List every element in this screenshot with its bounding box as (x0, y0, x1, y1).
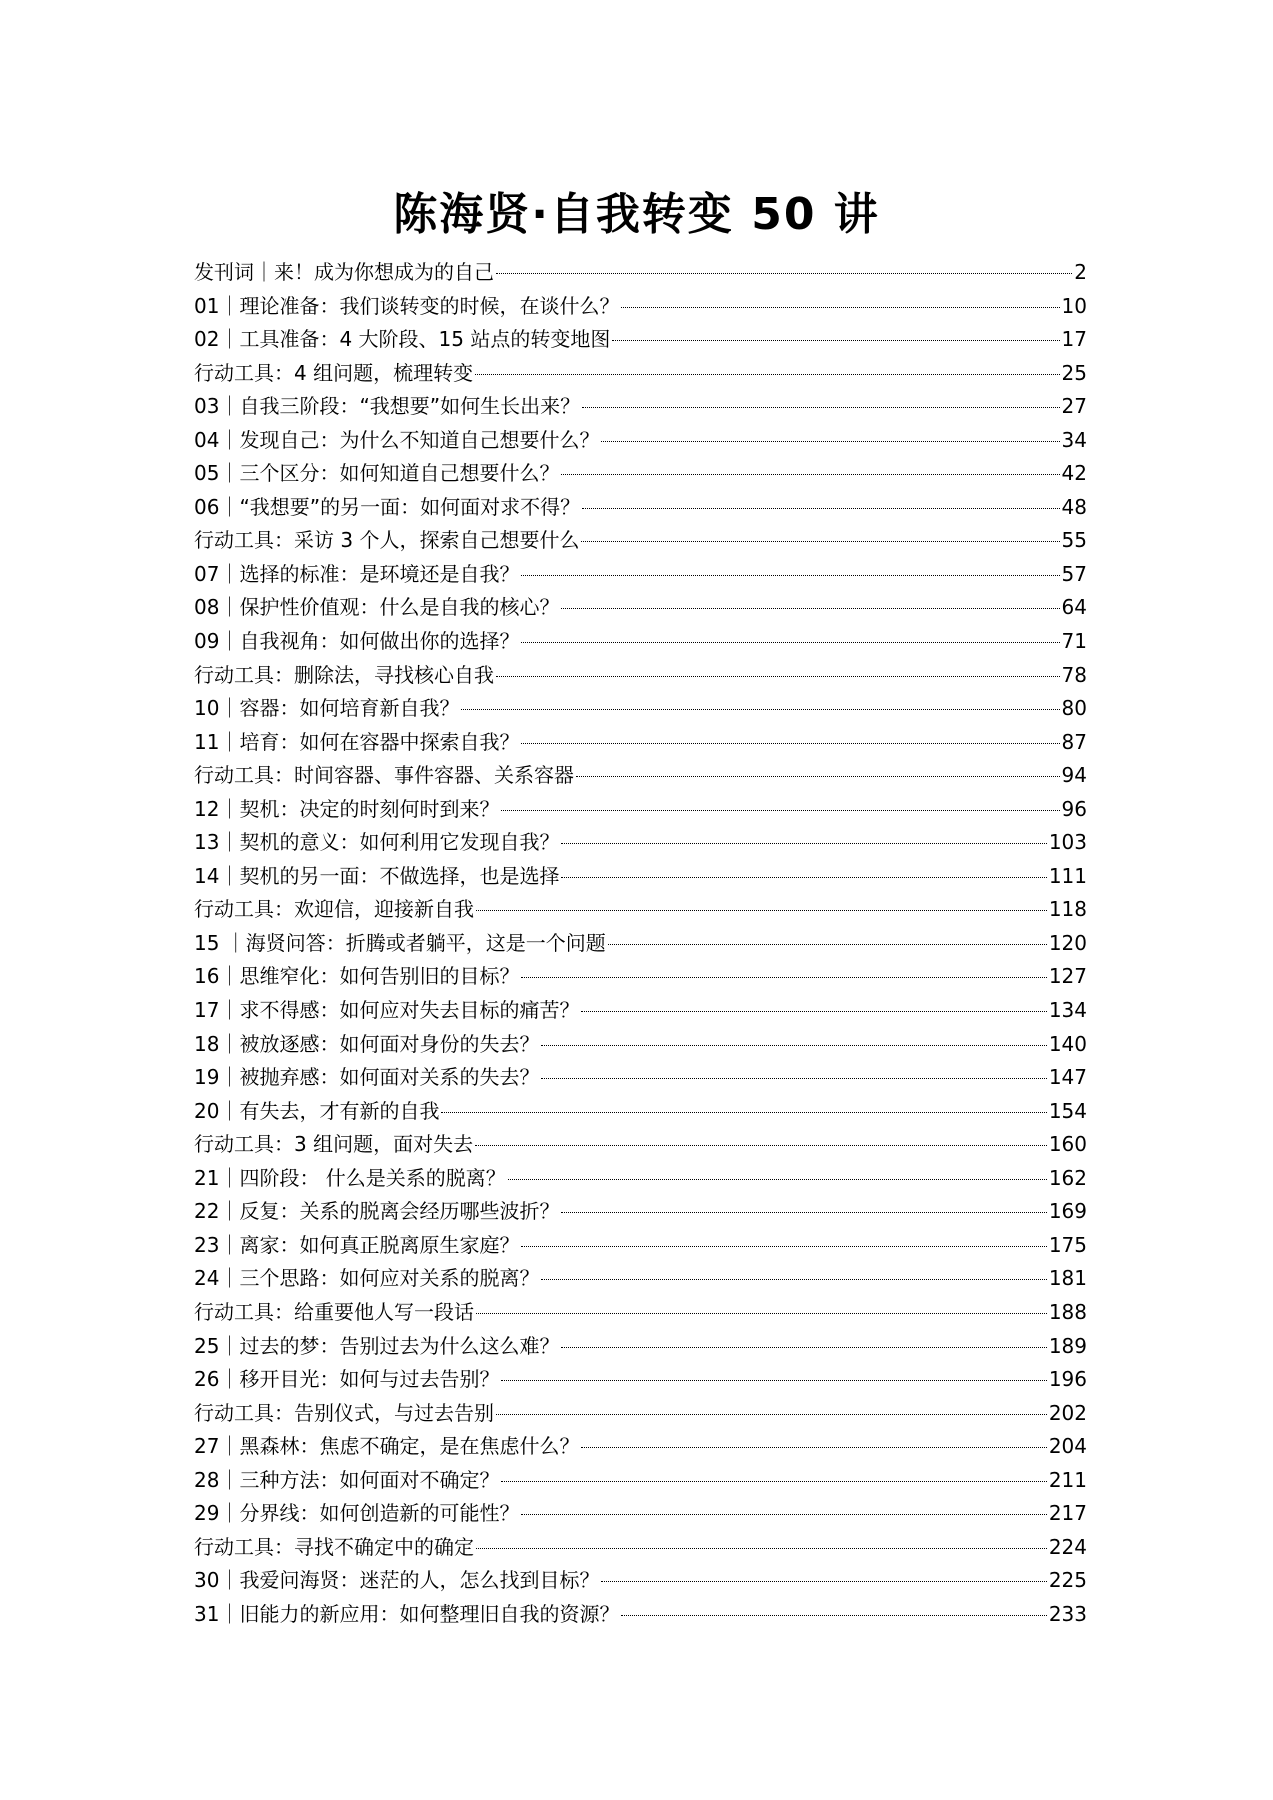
toc-dot-leader (496, 1414, 1047, 1415)
toc-entry[interactable] (194, 290, 1087, 324)
toc-entry-title: 25｜过去的梦：告别过去为什么这么难？ (194, 1333, 560, 1358)
toc-entry-page-number: 169 (1048, 1199, 1087, 1224)
toc-entry-page-number: 181 (1048, 1266, 1087, 1291)
toc-dot-leader (621, 307, 1059, 308)
toc-entry-page-number: 96 (1061, 796, 1087, 821)
toc-entry-title: 19｜被抛弃感：如何面对关系的失去？ (194, 1065, 540, 1090)
toc-entry-title: 15 ｜海贤问答：折腾或者躺平，这是一个问题 (194, 930, 606, 955)
toc-dot-leader (561, 1347, 1046, 1348)
toc-entry-page-number: 80 (1061, 696, 1087, 721)
toc-entry-title: 04｜发现自己：为什么不知道自己想要什么？ (194, 427, 600, 452)
toc-entry-page-number: 189 (1048, 1333, 1087, 1358)
toc-entry[interactable] (194, 1430, 1087, 1464)
toc-dot-leader (476, 1313, 1047, 1314)
toc-entry-title: 05｜三个区分：如何知道自己想要什么？ (194, 461, 560, 486)
toc-entry-title: 14｜契机的另一面：不做选择，也是选择 (194, 863, 560, 888)
toc-entry-page-number: 147 (1048, 1065, 1087, 1090)
toc-dot-leader (576, 776, 1060, 777)
toc-entry[interactable] (194, 424, 1087, 458)
toc-entry-title: 12｜契机：决定的时刻何时到来？ (194, 796, 500, 821)
table-of-contents (194, 256, 1087, 1631)
toc-dot-leader (501, 1481, 1046, 1482)
toc-dot-leader (475, 1145, 1047, 1146)
toc-entry[interactable] (194, 893, 1087, 927)
toc-dot-leader (601, 1581, 1046, 1582)
toc-entry-title: 07｜选择的标准：是环境还是自我？ (194, 561, 520, 586)
toc-entry-page-number: 140 (1048, 1031, 1087, 1056)
toc-dot-leader (521, 642, 1059, 643)
toc-dot-leader (521, 743, 1059, 744)
toc-dot-leader (582, 407, 1059, 408)
toc-dot-leader (601, 441, 1059, 442)
toc-entry-title: 23｜离家：如何真正脱离原生家庭？ (194, 1232, 520, 1257)
toc-entry-title: 10｜容器：如何培育新自我？ (194, 696, 460, 721)
toc-entry-page-number: 233 (1048, 1601, 1087, 1626)
toc-entry-page-number: 55 (1061, 528, 1087, 553)
toc-entry-page-number: 188 (1048, 1299, 1087, 1324)
toc-entry-page-number: 57 (1061, 561, 1087, 586)
toc-entry-title: 发刊词｜来！成为你想成为的自己 (194, 260, 494, 284)
toc-entry-title: 16｜思维窄化：如何告别旧的目标？ (194, 964, 520, 989)
toc-entry-page-number: 10 (1061, 293, 1087, 318)
toc-dot-leader (501, 810, 1059, 811)
toc-dot-leader (476, 910, 1047, 911)
toc-entry-title: 08｜保护性价值观：什么是自我的核心？ (194, 595, 560, 620)
toc-entry-title: 06｜“我想要”的另一面：如何面对求不得？ (194, 494, 581, 519)
toc-entry-title: 30｜我爱问海贤：迷茫的人，怎么找到目标？ (194, 1568, 600, 1593)
toc-dot-leader (612, 340, 1059, 341)
toc-dot-leader (496, 273, 1072, 274)
toc-entry[interactable] (194, 491, 1087, 525)
toc-entry-page-number: 211 (1048, 1467, 1087, 1492)
toc-entry-page-number: 196 (1048, 1367, 1087, 1392)
toc-entry[interactable] (194, 1262, 1087, 1296)
toc-entry-page-number: 103 (1048, 830, 1087, 855)
toc-entry-page-number: 175 (1048, 1232, 1087, 1257)
toc-entry-title: 02｜工具准备：4 大阶段、15 站点的转变地图 (194, 327, 611, 352)
toc-entry-page-number: 160 (1048, 1132, 1087, 1157)
toc-entry[interactable] (194, 960, 1087, 994)
toc-entry[interactable] (194, 793, 1087, 827)
toc-entry-page-number: 217 (1048, 1501, 1087, 1526)
toc-entry[interactable] (194, 256, 1087, 290)
toc-entry-page-number: 154 (1048, 1098, 1087, 1123)
toc-entry[interactable] (194, 692, 1087, 726)
toc-dot-leader (508, 1179, 1047, 1180)
toc-dot-leader (581, 1011, 1046, 1012)
toc-entry-title: 行动工具：采访 3 个人，探索自己想要什么 (194, 528, 580, 553)
toc-entry[interactable] (194, 1061, 1087, 1095)
toc-entry-title: 17｜求不得感：如何应对失去目标的痛苦？ (194, 998, 580, 1023)
toc-entry-title: 28｜三种方法：如何面对不确定？ (194, 1467, 500, 1492)
toc-entry[interactable] (194, 1397, 1087, 1431)
toc-entry-page-number: 48 (1061, 494, 1087, 519)
toc-entry[interactable] (194, 1195, 1087, 1229)
toc-entry[interactable] (194, 591, 1087, 625)
toc-dot-leader (561, 1212, 1046, 1213)
toc-dot-leader (521, 977, 1046, 978)
toc-dot-leader (581, 1447, 1046, 1448)
toc-entry-page-number: 42 (1061, 461, 1087, 486)
toc-entry-page-number: 225 (1048, 1568, 1087, 1593)
toc-entry-title: 行动工具：告别仪式，与过去告别 (194, 1400, 494, 1425)
toc-entry[interactable] (194, 390, 1087, 424)
toc-entry-page-number: 78 (1061, 662, 1087, 687)
toc-entry[interactable] (194, 927, 1087, 961)
toc-entry[interactable] (194, 1330, 1087, 1364)
toc-entry-title: 31｜旧能力的新应用：如何整理旧自我的资源？ (194, 1601, 620, 1626)
toc-entry[interactable] (194, 558, 1087, 592)
toc-entry[interactable] (194, 860, 1087, 894)
toc-entry[interactable] (194, 457, 1087, 491)
toc-entry-title: 21｜四阶段： 什么是关系的脱离？ (194, 1165, 506, 1190)
toc-dot-leader (561, 843, 1046, 844)
toc-dot-leader (621, 1615, 1046, 1616)
toc-entry[interactable] (194, 759, 1087, 793)
toc-entry-page-number: 17 (1061, 327, 1087, 352)
toc-entry[interactable] (194, 1028, 1087, 1062)
toc-entry-title: 行动工具：3 组问题，面对失去 (194, 1132, 474, 1157)
toc-entry-page-number: 27 (1061, 394, 1087, 419)
toc-entry-title: 09｜自我视角：如何做出你的选择？ (194, 629, 520, 654)
document-title: 陈海贤·自我转变 50 讲 (393, 189, 880, 241)
toc-entry-title: 20｜有失去，才有新的自我 (194, 1098, 440, 1123)
toc-entry-title: 01｜理论准备：我们谈转变的时候，在谈什么？ (194, 293, 620, 318)
toc-dot-leader (582, 508, 1059, 509)
toc-dot-leader (608, 944, 1047, 945)
toc-dot-leader (521, 575, 1059, 576)
toc-entry-title: 18｜被放逐感：如何面对身份的失去？ (194, 1031, 540, 1056)
toc-entry-page-number: 64 (1061, 595, 1087, 620)
toc-entry[interactable] (194, 1363, 1087, 1397)
toc-entry[interactable] (194, 625, 1087, 659)
toc-entry[interactable] (194, 357, 1087, 391)
toc-entry[interactable] (194, 1229, 1087, 1263)
toc-entry[interactable] (194, 1464, 1087, 1498)
toc-entry-title: 行动工具：欢迎信，迎接新自我 (194, 897, 474, 922)
toc-entry-title: 行动工具：寻找不确定中的确定 (194, 1534, 474, 1559)
toc-entry-page-number: 120 (1048, 930, 1087, 955)
toc-dot-leader (461, 709, 1059, 710)
toc-entry-title: 29｜分界线：如何创造新的可能性？ (194, 1501, 520, 1526)
toc-entry-title: 26｜移开目光：如何与过去告别？ (194, 1367, 500, 1392)
toc-entry-title: 行动工具：给重要他人写一段话 (194, 1299, 474, 1324)
toc-dot-leader (496, 676, 1060, 677)
toc-entry-page-number: 94 (1061, 763, 1087, 788)
toc-entry-title: 行动工具：时间容器、事件容器、关系容器 (194, 763, 574, 788)
toc-dot-leader (521, 1246, 1046, 1247)
toc-entry[interactable] (194, 994, 1087, 1028)
toc-entry-title: 03｜自我三阶段：“我想要”如何生长出来？ (194, 394, 581, 419)
toc-entry[interactable] (194, 1095, 1087, 1129)
toc-dot-leader (561, 608, 1059, 609)
toc-entry-page-number: 87 (1061, 729, 1087, 754)
toc-entry-page-number: 111 (1048, 863, 1087, 888)
toc-entry[interactable] (194, 1598, 1087, 1632)
toc-dot-leader (541, 1279, 1046, 1280)
toc-entry-page-number: 34 (1061, 427, 1087, 452)
toc-entry[interactable] (194, 1531, 1087, 1565)
toc-entry-page-number: 162 (1048, 1165, 1087, 1190)
toc-dot-leader (501, 1380, 1046, 1381)
toc-entry-page-number: 118 (1048, 897, 1087, 922)
toc-dot-leader (475, 374, 1059, 375)
toc-entry-title: 13｜契机的意义：如何利用它发现自我？ (194, 830, 560, 855)
toc-entry-page-number: 224 (1048, 1534, 1087, 1559)
toc-dot-leader (581, 541, 1059, 542)
toc-entry-title: 24｜三个思路：如何应对关系的脱离？ (194, 1266, 540, 1291)
toc-entry[interactable] (194, 1497, 1087, 1531)
toc-entry[interactable] (194, 524, 1087, 558)
toc-dot-leader (541, 1045, 1046, 1046)
toc-dot-leader (561, 877, 1046, 878)
toc-entry[interactable] (194, 1162, 1087, 1196)
toc-dot-leader (441, 1112, 1046, 1113)
toc-entry[interactable] (194, 1128, 1087, 1162)
toc-entry-title: 27｜黑森林：焦虑不确定，是在焦虑什么？ (194, 1434, 580, 1459)
toc-entry-title: 22｜反复：关系的脱离会经历哪些波折？ (194, 1199, 560, 1224)
toc-dot-leader (561, 474, 1059, 475)
toc-entry-page-number: 204 (1048, 1434, 1087, 1459)
toc-dot-leader (541, 1078, 1046, 1079)
toc-entry[interactable] (194, 1296, 1087, 1330)
toc-entry-page-number: 202 (1048, 1400, 1087, 1425)
toc-entry-title: 11｜培育：如何在容器中探索自我？ (194, 729, 520, 754)
toc-entry-page-number: 2 (1074, 260, 1087, 284)
toc-entry[interactable] (194, 726, 1087, 760)
toc-entry-title: 行动工具：删除法，寻找核心自我 (194, 662, 494, 687)
toc-entry-page-number: 127 (1048, 964, 1087, 989)
toc-entry-page-number: 134 (1048, 998, 1087, 1023)
toc-entry-title: 行动工具：4 组问题，梳理转变 (194, 360, 474, 385)
toc-dot-leader (476, 1548, 1047, 1549)
toc-entry[interactable] (194, 323, 1087, 357)
toc-entry[interactable] (194, 659, 1087, 693)
toc-entry-page-number: 71 (1061, 629, 1087, 654)
toc-dot-leader (521, 1514, 1046, 1515)
toc-entry-page-number: 25 (1061, 360, 1087, 385)
toc-entry[interactable] (194, 826, 1087, 860)
toc-entry[interactable] (194, 1564, 1087, 1598)
